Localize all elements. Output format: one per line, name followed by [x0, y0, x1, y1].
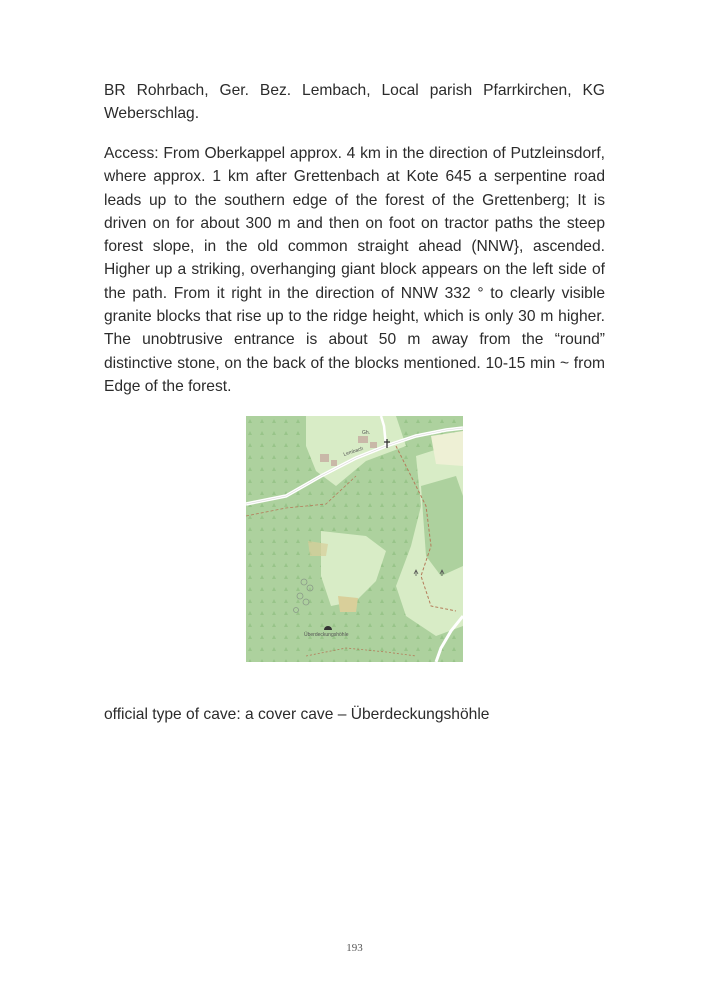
location-paragraph: BR Rohrbach, Ger. Bez. Lembach, Local parish Pfarrkirchen, KG Weberschlag.	[104, 82, 605, 123]
scrub-patch	[338, 596, 358, 612]
road-label: Lembach	[342, 445, 365, 458]
cave-type-caption: official type of cave: a cover cave – Überdeckungshöhle	[104, 706, 490, 723]
location-map	[246, 416, 463, 662]
building	[370, 442, 377, 448]
building	[320, 454, 329, 462]
building	[331, 460, 337, 466]
field-northeast	[431, 431, 463, 466]
cave-label: Überdeckungshöhle	[304, 632, 349, 638]
access-paragraph: Access: From Oberkappel approx. 4 km in the direction of Putzleinsdorf, where approx. 1 km after Grettenbach at Kote 645 a serpentine road leads up to the southern edge of the forest of the Grettenberg; It is driven on for about 300 m and then on foot on tractor paths the steep forest slope, in the old common straight ahead (NNW}, ascended. Higher up a striking, overhanging giant block appears on the left side of the path. From it right in the direction of NNW 332 ° to clearly visible granite blocks that rise up to the ridge height, which is only 30 m higher. The unobtrusive entrance is about 50 m away from the “round” distinctive stone, on the back of the blocks mentioned. 10-15 min ~ from Edge of the forest.	[104, 145, 605, 395]
village-label: Gh.	[362, 430, 371, 436]
building	[358, 436, 368, 443]
page-number: 193	[346, 942, 363, 954]
